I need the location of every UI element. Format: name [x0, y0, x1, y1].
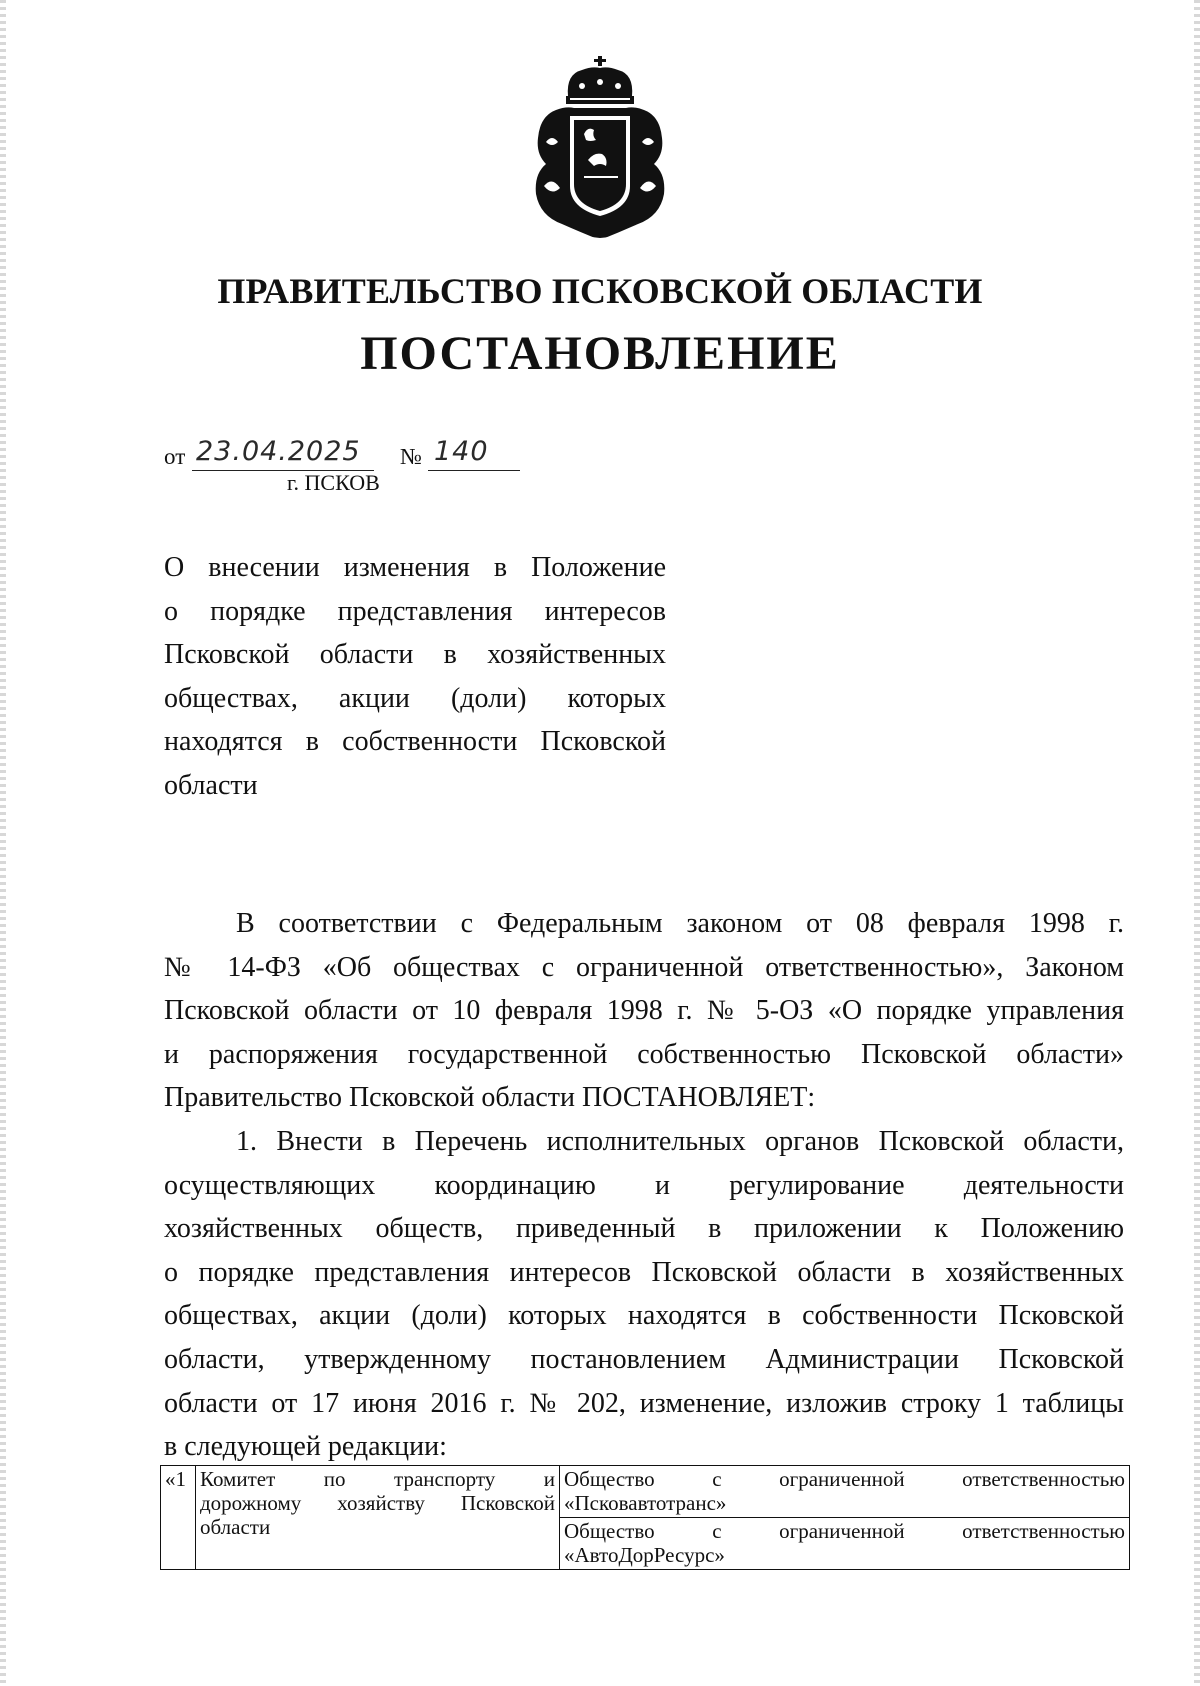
document-body	[164, 902, 1124, 1469]
company-line: Общество с ограниченной ответственностью	[564, 1519, 1125, 1543]
government-title: ПРАВИТЕЛЬСТВО ПСКОВСКОЙ ОБЛАСТИ	[217, 271, 983, 311]
company-line: Общество с ограниченной ответственностью	[564, 1467, 1125, 1491]
item1-line: хозяйственных обществ, приведенный в приложении к Положению	[164, 1213, 1124, 1245]
organ-line: дорожному хозяйству Псковской	[200, 1491, 555, 1515]
table-row	[161, 1466, 1130, 1518]
subject-line: Псковской области в хозяйственных	[164, 639, 666, 671]
subject-line: о порядке представления интересов	[164, 595, 666, 627]
subject-line: обществах, акции (доли) которых	[164, 682, 666, 714]
preamble-line: В соответствии с Федеральным законом от 08 февраля 1998 г.	[236, 908, 1124, 939]
item1-line: области от 17 июня 2016 г. № 202, изменение, изложив строку 1 таблицы	[164, 1387, 1124, 1419]
scan-edge-left	[0, 0, 6, 1686]
handwritten-number: 140	[434, 436, 489, 467]
company-cell	[560, 1518, 1130, 1570]
preamble-line: № 14-ФЗ «Об обществах с ограниченной ответственностью», Законом	[164, 951, 1124, 983]
item1-line: осуществляющих координацию и регулирование деятельности	[164, 1169, 1124, 1201]
handwritten-date: 23.04.2025	[196, 436, 361, 467]
date-label: от	[164, 444, 186, 469]
item1-line: области, утвержденному постановлением Администрации Псковской	[164, 1343, 1124, 1375]
subject-line: О внесении изменения в Положение	[164, 552, 666, 583]
item1-line: обществах, акции (доли) которых находятся в собственности Псковской	[164, 1300, 1124, 1332]
number-label: №	[400, 444, 422, 469]
document-subject	[164, 546, 666, 808]
number-underline	[428, 470, 520, 471]
item1-line: в следующей редакции:	[164, 1431, 447, 1463]
preamble-line: и распоряжения государственной собственностью Псковской области»	[164, 1038, 1124, 1070]
company-cell	[560, 1466, 1130, 1518]
preamble-line: Псковской области от 10 февраля 1998 г. № 5-ОЗ «О порядке управления	[164, 995, 1124, 1027]
scan-edge-right	[1194, 0, 1200, 1686]
organ-line: области	[200, 1515, 271, 1539]
amendment-table	[160, 1465, 1130, 1570]
subject-line: области	[164, 769, 258, 801]
pskov-coat-of-arms-icon	[522, 56, 678, 246]
item1-line: 1. Внести в Перечень исполнительных органов Псковской области,	[236, 1125, 1124, 1157]
document-type-title: ПОСТАНОВЛЕНИЕ	[360, 327, 840, 380]
city-name: г. ПСКОВ	[287, 470, 380, 495]
executive-organ-cell	[196, 1466, 560, 1570]
row-number-cell: «1	[161, 1466, 196, 1570]
organ-line: Комитет по транспорту и	[200, 1467, 555, 1491]
item1-line: о порядке представления интересов Псковской области в хозяйственных	[164, 1256, 1124, 1288]
company-line: «АвтоДорРесурс»	[564, 1543, 725, 1567]
preamble-line: Правительство Псковской области ПОСТАНОВЛЯЕТ:	[164, 1082, 816, 1114]
subject-line: находятся в собственности Псковской	[164, 726, 666, 758]
company-line: «Псковавтотранс»	[564, 1491, 727, 1515]
